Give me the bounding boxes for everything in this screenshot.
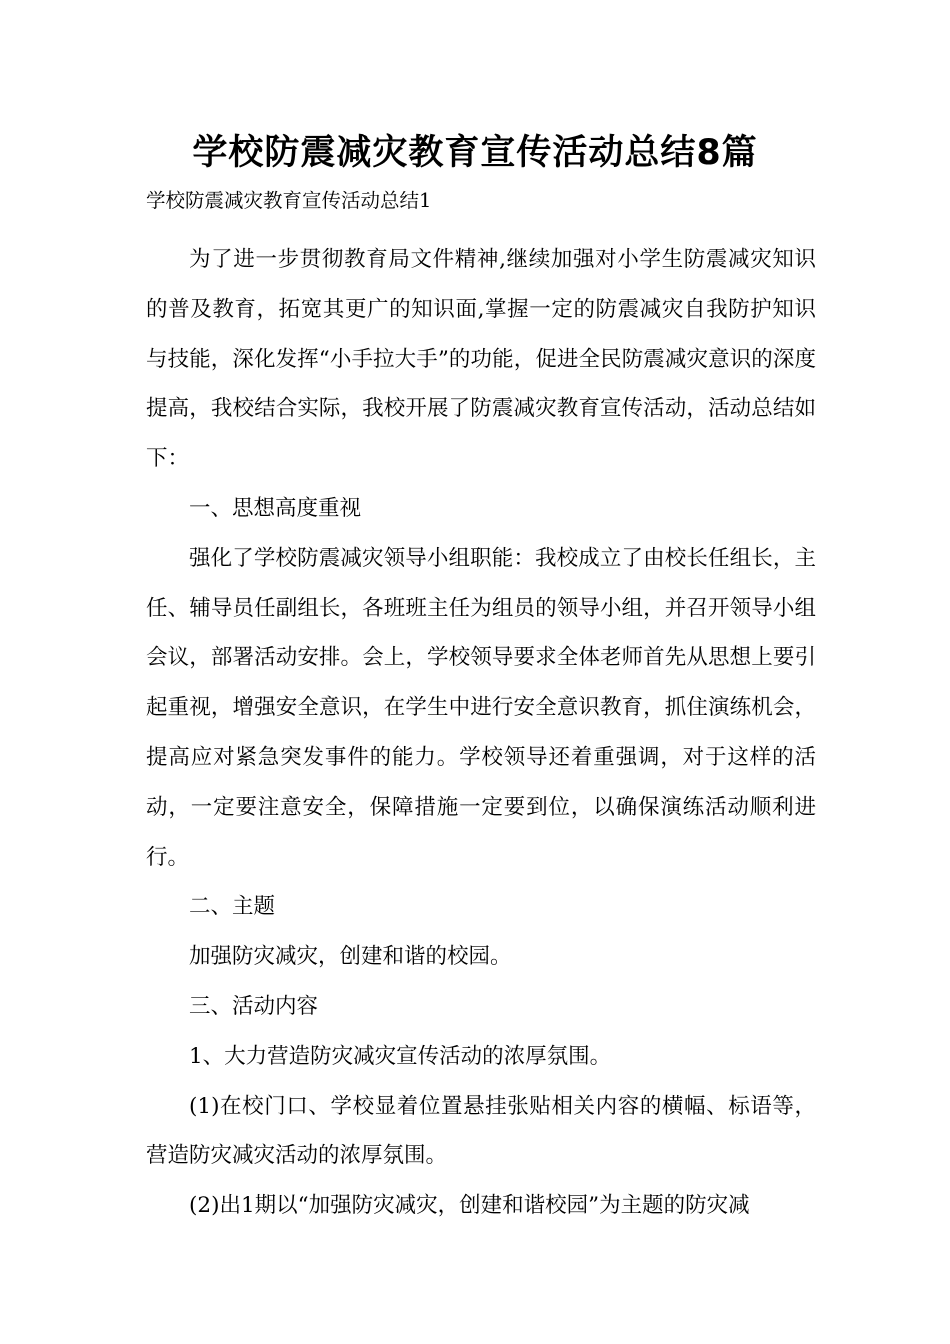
section-heading-2: 二、主题: [189, 894, 276, 920]
paragraph-leadership: 强化了学校防震减灾领导小组职能：我校成立了由校长任组长，主任、辅导员任副组长，各班班主任为组员的领导小组，并召开领导小组会议，部署活动安排。会上，学校领导要求全体老师首先从思想上要引起重视，增强安全意识，在学生中进行安全意识教育，抓住演练机会，提高应对紧急突发事件的能力。学校领导还着重强调，对于这样的活动，一定要注意安全，保障措施一定要到位，以确保演练活动顺利进行。: [146, 545, 816, 870]
list-item-1: 1、大力营造防灾减灾宣传活动的浓厚氛围。: [189, 1043, 612, 1069]
paragraph-theme: 加强防灾减灾，创建和谐的校园。: [189, 944, 512, 970]
document-body: [146, 235, 816, 1231]
section-heading-3: 三、活动内容: [189, 993, 319, 1019]
section-heading-1: 一、思想高度重视: [189, 495, 362, 521]
list-item-1-1: (1)在校门口、学校显着位置悬挂张贴相关内容的横幅、标语等，营造防灾减灾活动的浓厚氛围。: [146, 1093, 816, 1169]
paragraph-intro: 为了进一步贯彻教育局文件精神,继续加强对小学生防震减灾知识的普及教育，拓宽其更广的知识面,掌握一定的防震减灾自我防护知识与技能，深化发挥“小手拉大手”的功能，促进全民防震减灾意识的深度提高，我校结合实际，我校开展了防震减灾教育宣传活动，活动总结如下：: [146, 247, 816, 472]
document-title: 学校防震减灾教育宣传活动总结8篇: [192, 133, 758, 173]
document-subtitle: 学校防震减灾教育宣传活动总结1: [146, 189, 432, 212]
list-item-1-2: (2)出1期以“加强防灾减灾，创建和谐校园”为主题的防灾减: [189, 1193, 750, 1219]
